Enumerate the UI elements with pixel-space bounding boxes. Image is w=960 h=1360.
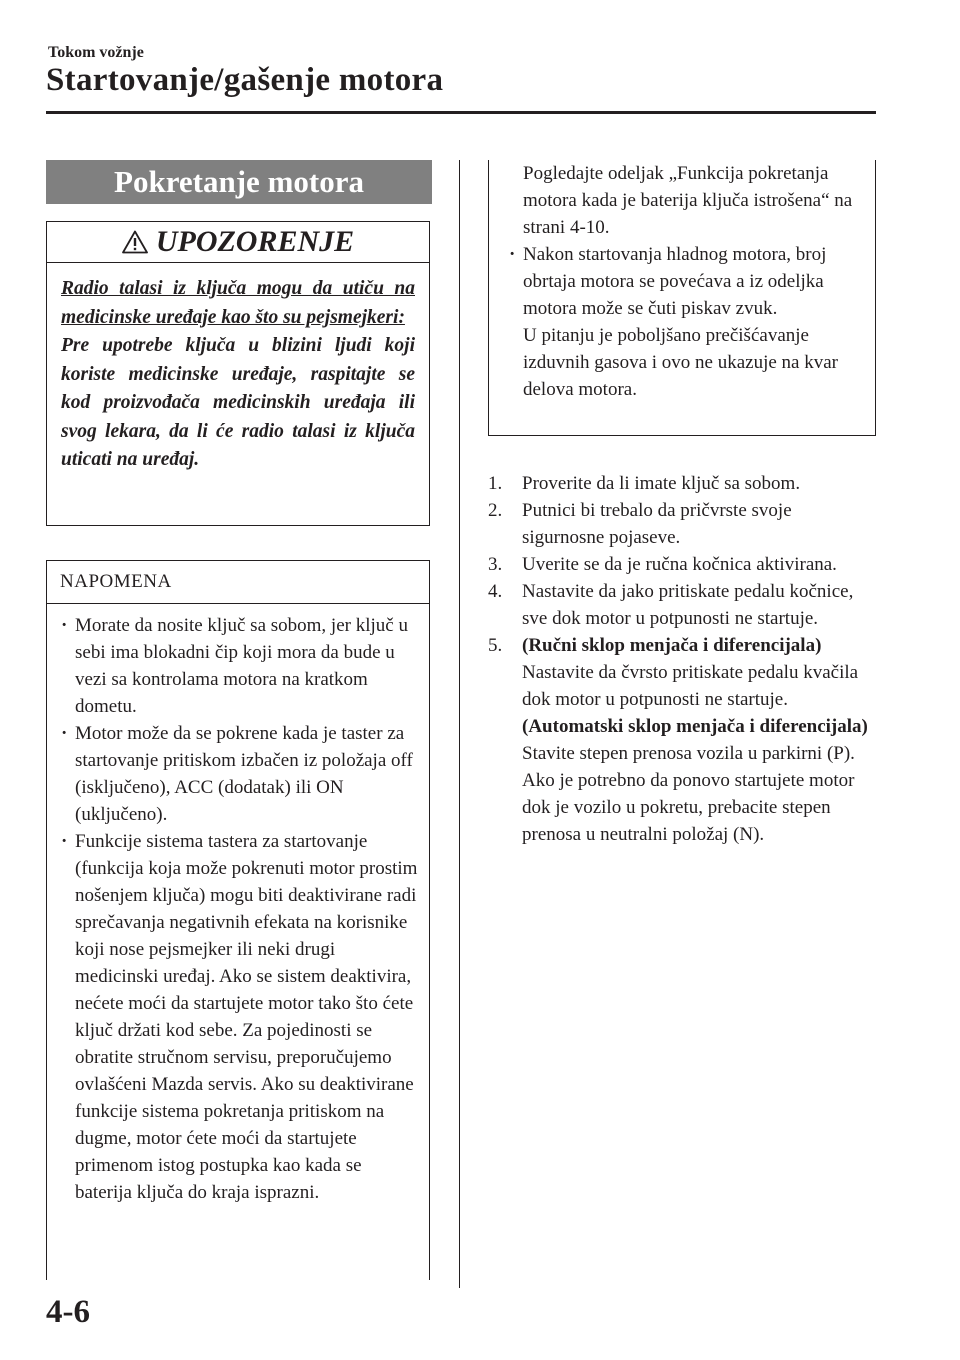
step-item [488,578,878,632]
step-number: 1. [488,473,503,494]
step-manual-heading: (Ručni sklop menjača i diferencijala) [522,635,822,656]
note-item [509,241,865,403]
note-item-extra: U pitanju je poboljšano prečišćavanje izduvnih gasova i ovo ne ukazuje na kvar delova motora. [523,325,838,400]
column-divider [459,160,460,1288]
step-text: Uverite se da je ručna kočnica aktivirana. [522,554,837,575]
warning-header [47,222,429,263]
note-continued-box [488,160,876,436]
title-rule [46,111,876,114]
step-number: 3. [488,554,503,575]
step-manual-text: Nastavite da čvrsto pritiskate pedalu kvačila dok motor u potpunosti ne startuje. [522,662,859,710]
page-title: Startovanje/gašenje motora [46,62,444,98]
step-item [488,551,878,578]
note-continued-list [489,241,875,403]
step-number: 2. [488,500,503,521]
note-title: NAPOMENA [47,561,429,604]
step-item [488,470,878,497]
warning-underlined-text: Radio talasi iz ključa mogu da utiču na medicinske uređaje kao što su pejsmejkeri: [61,278,415,328]
note-item-main: Nakon startovanja hladnog motora, broj obrtaja motora se povećava a iz odeljka motora može se čuti piskav zvuk. [523,244,827,319]
warning-triangle-icon [122,230,148,254]
chapter-kicker: Tokom vožnje [48,44,144,61]
step-auto-heading: (Automatski sklop menjača i diferencijala) [522,716,868,737]
note-continued-text: Pogledajte odeljak „Funkcija pokretanja motora kada je baterija ključa istrošena“ na strani 4-10. [523,163,853,238]
warning-body [47,263,429,475]
warning-text: Pre upotrebe ključa u blizini ljudi koji koriste medicinske uređaje, raspitajte se kod proizvođača medicinskih uređaja ili svog lekara, da li će radio talasi iz ključa uticati na uređaj. [61,335,415,470]
note-box [46,560,430,1280]
step-item [488,632,878,848]
steps-list [488,470,878,848]
step-number: 4. [488,581,503,602]
warning-box [46,221,430,526]
step-item [488,497,878,551]
step-text: Proverite da li imate ključ sa sobom. [522,473,801,494]
step-number: 5. [488,635,503,656]
step-auto-text: Stavite stepen prenosa vozila u parkirni (P). Ako je potrebno da ponovo startujete motor dok je vozilo u pokretu, prebacite stepen prenosa u neutralni položaj (N). [522,743,855,845]
note-item: · Motor može da se pokrene kada je taster za startovanje pritiskom izbačen iz položaja off (isključeno), ACC (dodatak) ili ON (uključeno). [61,720,419,828]
step-text: Putnici bi trebalo da pričvrste svoje sigurnosne pojaseve. [522,500,792,548]
section-title: Pokretanje motora [46,160,432,204]
note-item: · Morate da nosite ključ sa sobom, jer ključ u sebi ima blokadni čip koji mora da bude u vezi sa kontrolama motora na kratkom dometu. [61,612,419,720]
step-text: Nastavite da jako pritiskate pedalu kočnice, sve dok motor u potpunosti ne startuje. [522,581,854,629]
warning-title: UPOZORENJE [155,225,355,258]
note-item: · Funkcije sistema tastera za startovanje (funkcija koja može pokrenuti motor prostim nošenjem ključa) mogu biti deaktivirane radi sprečavanja negativnih efekata na korisnike koji nose pejsmejker ili neki drugi medicinski uređaj. Ako se sistem deaktivira, nećete moći da startujete motor tako što ćete ključ držati kod sebe. Za pojedinosti se obratite stručnom servisu, preporučujemo ovlašćeni Mazda servis. Ako su deaktivirane funkcije sistema pokretanja pritiskom na dugme, motor ćete moći da startujete primenom istog postupka kao kada se baterija ključa do kraja isprazni. [61,828,419,1206]
page-number: 4-6 [46,1294,90,1330]
note-list [47,604,429,1206]
